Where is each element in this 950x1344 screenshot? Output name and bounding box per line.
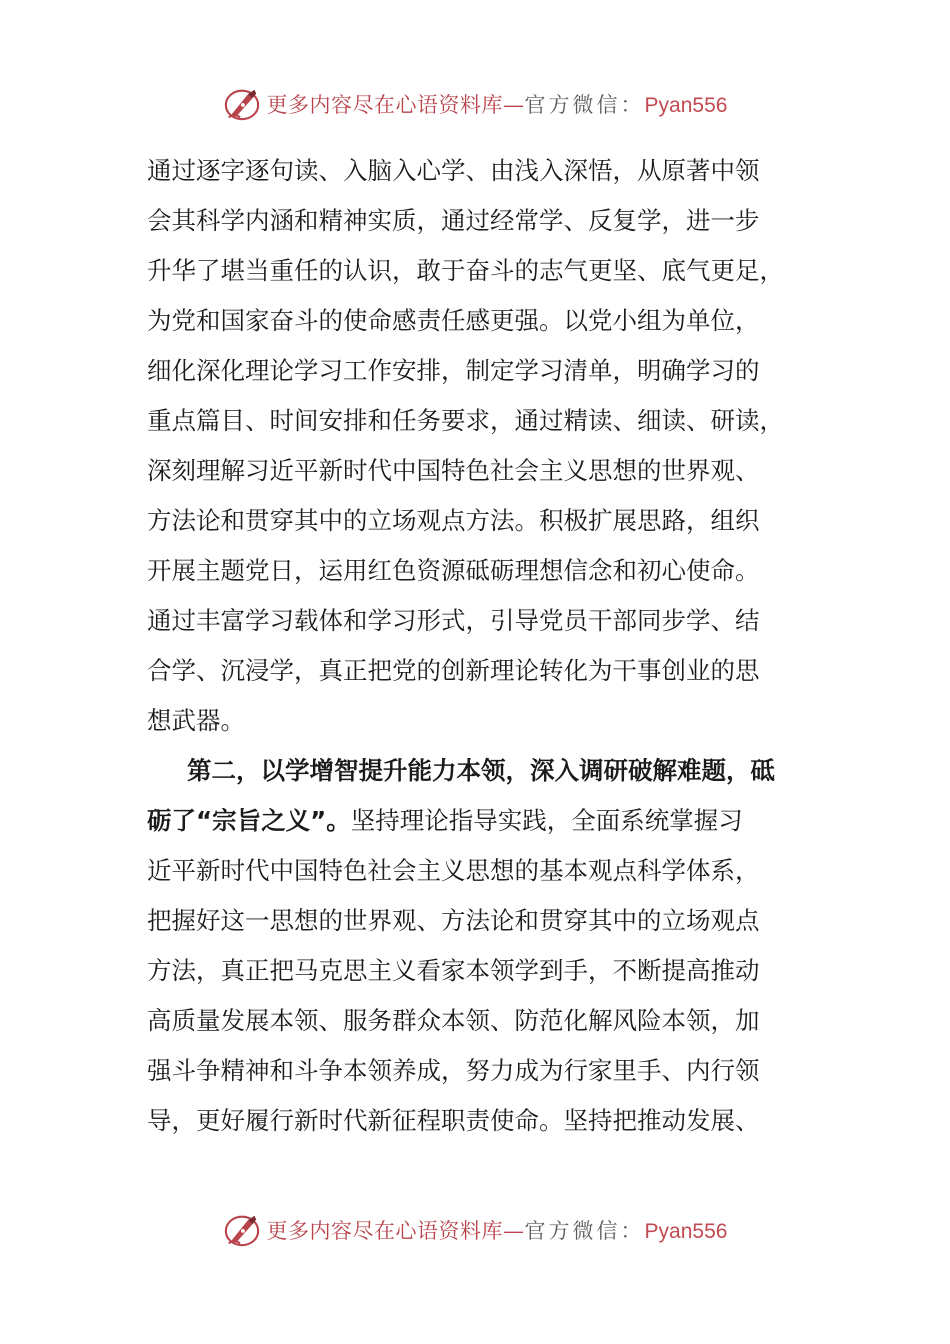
section-heading-line — [147, 746, 807, 796]
text-line: 近平新时代中国特色社会主义思想的基本观点科学体系， — [147, 856, 760, 885]
pen-nib-logo-icon — [223, 85, 261, 123]
text-line: 重点篇目、时间安排和任务要求，通过精读、细读、研读， — [147, 406, 784, 435]
pen-nib-logo-icon — [223, 1211, 261, 1249]
text-line: 通过逐字逐句读、入脑入心学、由浅入深悟，从原著中领 — [147, 156, 760, 185]
footer-watermark — [0, 1208, 950, 1252]
text-line: 想武器。 — [147, 706, 245, 735]
watermark-wechat-label: 官方微信： — [524, 93, 645, 117]
text-line: 导，更好履行新时代新征程职责使命。坚持把推动发展、 — [147, 1106, 760, 1135]
text-line: 细化深化理论学习工作安排，制定学习清单，明确学习的 — [147, 356, 760, 385]
watermark-wechat-label: 官方微信： — [524, 1219, 645, 1243]
text-line: 开展主题党日，运用红色资源砥砺理想信念和初心使命。 — [147, 556, 760, 585]
text-line: 通过丰富学习载体和学习形式，引导党员干部同步学、结 — [147, 606, 760, 635]
section-heading-continued: 砺了“宗旨之义”。 — [147, 806, 351, 835]
watermark-text — [267, 89, 728, 119]
watermark-main-text: 更多内容尽在心语资料库— — [266, 1219, 525, 1243]
watermark-main-text: 更多内容尽在心语资料库— — [266, 93, 525, 117]
header-watermark — [0, 82, 950, 126]
text-line: 为党和国家奋斗的使命感责任感更强。以党小组为单位， — [147, 306, 760, 335]
text-line: 升华了堪当重任的认识，敢于奋斗的志气更坚、底气更足， — [147, 256, 784, 285]
text-line: 把握好这一思想的世界观、方法论和贯穿其中的立场观点 — [147, 906, 760, 935]
text-span: 坚持理论指导实践，全面系统掌握习 — [350, 806, 743, 835]
document-body — [147, 146, 807, 1146]
text-line: 会其科学内涵和精神实质，通过经常学、反复学，进一步 — [147, 206, 760, 235]
text-line: 深刻理解习近平新时代中国特色社会主义思想的世界观、 — [147, 456, 760, 485]
text-line: 方法，真正把马克思主义看家本领学到手，不断提高推动 — [147, 956, 760, 985]
paragraph-1 — [147, 146, 807, 746]
text-line: 高质量发展本领、服务群众本领、防范化解风险本领，加 — [147, 1006, 760, 1035]
section-heading: 第二，以学增智提升能力本领，深入调研破解难题，砥 — [187, 756, 775, 785]
text-line: 合学、沉浸学，真正把党的创新理论转化为干事创业的思 — [147, 656, 760, 685]
watermark-wechat-id: Pyan556 — [644, 1220, 728, 1243]
text-line: 方法论和贯穿其中的立场观点方法。积极扩展思路，组织 — [147, 506, 760, 535]
text-line: 强斗争精神和斗争本领养成，努力成为行家里手、内行领 — [147, 1056, 760, 1085]
watermark-text — [267, 1215, 728, 1245]
paragraph-2 — [147, 746, 807, 1146]
text-line — [147, 796, 807, 846]
watermark-wechat-id: Pyan556 — [644, 94, 728, 117]
